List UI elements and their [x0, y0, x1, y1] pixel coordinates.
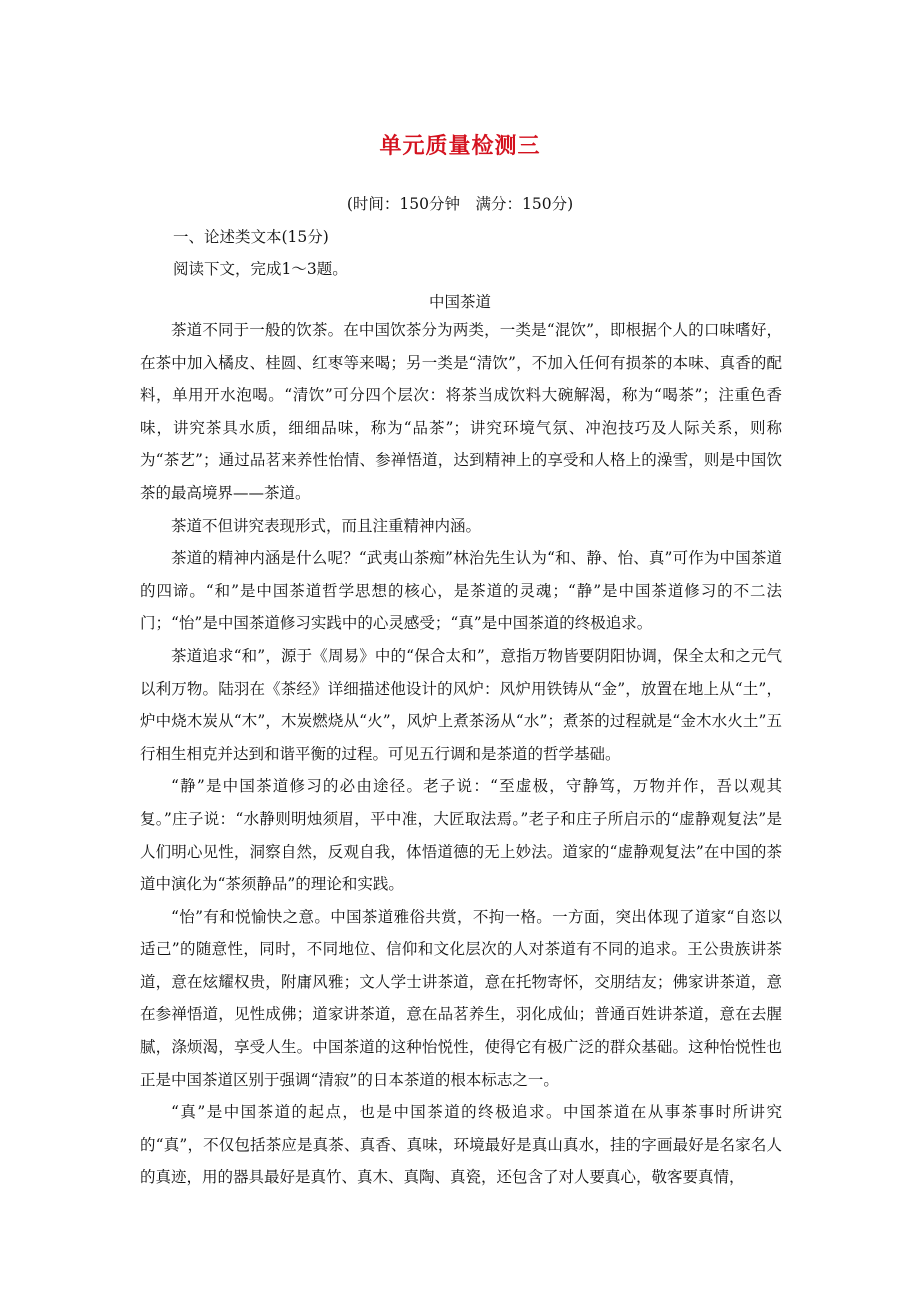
essay-body [140, 314, 782, 1194]
document-title: 单元质量检测三 [379, 133, 541, 159]
exam-time-and-score: (时间：150分钟 满分：150分) [346, 195, 574, 213]
essay-title: 中国茶道 [428, 293, 491, 311]
paragraph: 茶道不但讲究表现形式，而且注重精神内涵。 [171, 516, 482, 535]
paragraph: “真”是中国茶道的起点，也是中国茶道的终极追求。中国茶道在从事茶事时所讲究的“真”，不仅包括茶应是真茶、真香、真味，环境最好是真山真水，挂的字画最好是名家名人的真迹，用的器具最好是真竹、真木、真陶、真瓷，还包含了对人要真心，敬客要真情， [140, 1103, 782, 1187]
paragraph: “怡”有和悦愉快之意。中国茶道雅俗共赏，不拘一格。一方面，突出体现了道家“自恣以适己”的随意性，同时，不同地位、信仰和文化层次的人对茶道有不同的追求。王公贵族讲茶道，意在炫耀权贵，附庸风雅；文人学士讲茶道，意在托物寄怀，交朋结友；佛家讲茶道，意在参禅悟道，见性成佛；道家讲茶道，意在品茗养生，羽化成仙；普通百姓讲茶道，意在去腥腻，涤烦渴，享受人生。中国茶道的这种怡悦性，使得它有极广泛的群众基础。这种怡悦性也正是中国茶道区别于强调“清寂”的日本茶道的根本标志之一。 [140, 907, 782, 1089]
paragraph: 茶道不同于一般的饮茶。在中国饮茶分为两类，一类是“混饮”，即根据个人的口味嗜好，在茶中加入橘皮、桂圆、红枣等来喝；另一类是“清饮”，不加入任何有损茶的本味、真香的配料，单用开水泡喝。“清饮”可分四个层次：将茶当成饮料大碗解渴，称为“喝茶”；注重色香味，讲究茶具水质，细细品味，称为“品茶”；讲究环境气氛、冲泡技巧及人际关系，则称为“茶艺”；通过品茗来养性怡情、参禅悟道，达到精神上的享受和人格上的澡雪，则是中国饮茶的最高境界——茶道。 [140, 321, 782, 502]
paragraph: “静”是中国茶道修习的必由途径。老子说：“至虚极，守静笃，万物并作，吾以观其复。”庄子说：“水静则明烛须眉，平中准，大匠取法焉。”老子和庄子所启示的“虚静观复法”是人们明心见性，洞察自然，反观自我，体悟道德的无上妙法。道家的“虚静观复法”在中国的茶道中演化为“茶须静品”的理论和实践。 [140, 777, 782, 894]
reading-instruction: 阅读下文，完成1～3题。 [173, 260, 348, 278]
paragraph: 茶道的精神内涵是什么呢？“武夷山茶痴”林治先生认为“和、静、怡、真”可作为中国茶道的四谛。“和”是中国茶道哲学思想的核心，是茶道的灵魂；“静”是中国茶道修习的不二法门；“怡”是中国茶道修习实践中的心灵感受；“真”是中国茶道的终极追求。 [140, 549, 782, 633]
section-heading: 一、论述类文本(15分) [173, 228, 329, 246]
paragraph: 茶道追求“和”，源于《周易》中的“保合太和”，意指万物皆要阴阳协调，保全太和之元气以利万物。陆羽在《茶经》详细描述他设计的风炉：风炉用铁铸从“金”，放置在地上从“土”，炉中烧木炭从“木”，木炭燃烧从“火”，风炉上煮茶汤从“水”；煮茶的过程就是“金木水火土”五行相生相克并达到和谐平衡的过程。可见五行调和是茶道的哲学基础。 [140, 646, 782, 763]
